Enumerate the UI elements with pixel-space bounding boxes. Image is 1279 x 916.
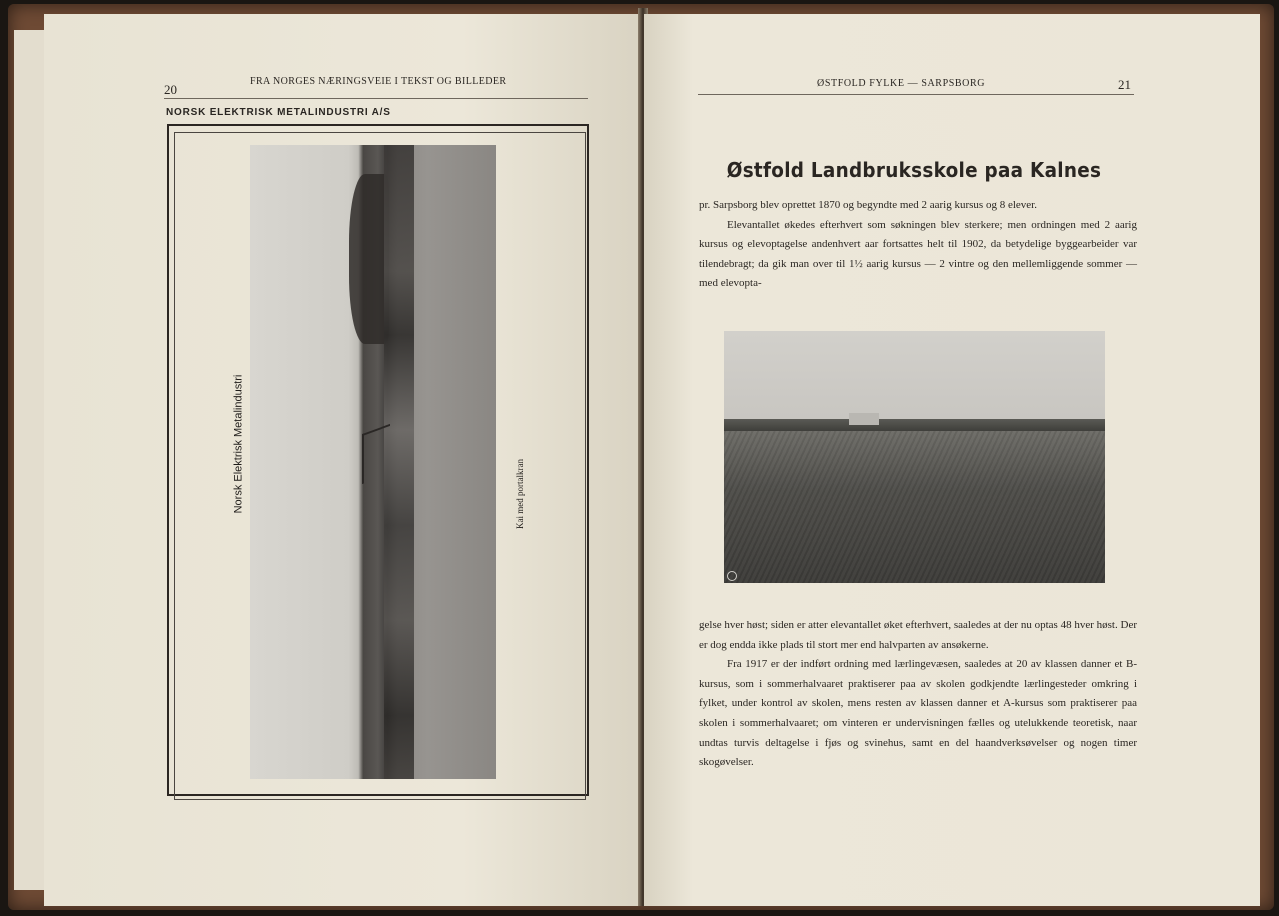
photo-building (849, 413, 879, 425)
portal-crane (362, 424, 390, 484)
right-page (644, 14, 1260, 906)
photo-caption-crane-text: Kai med portalkran (515, 459, 526, 529)
article-heading: Østfold Landbruksskole paa Kalnes (726, 158, 1102, 182)
left-page (44, 14, 642, 906)
company-heading: NORSK ELEKTRISK METALINDUSTRI A/S (166, 107, 391, 118)
header-rule (164, 98, 588, 99)
paragraph: Elevantallet økedes efterhvert som søkningen blev sterkere; men ordningen med 2 aarig kursus og elevoptagelse andenhvert aar fortsattes helt til 1902, da betydelige byggearbeider var tilendebragt; da gik man over til 1½ aarig kursus — 2 vintre og den mellemliggende sommer — med elevopta- (699, 218, 1137, 290)
photo-caption-crane (510, 394, 530, 594)
text-block-bottom (699, 616, 1137, 773)
running-title: ØSTFOLD FYLKE — SARPSBORG (817, 78, 986, 89)
paragraph: Fra 1917 er der indført ordning med lærlingevæsen, saaledes at 20 av klassen danner et B-kursus, som i sommerhalvaaret praktiserer paa av skolen godkjendte lærlingesteder omkring i fylket, under kontrol av skolen, mens resten av klassen danner et A-kursus som praktiserer paa skolen i sommerhalvaaret; om vinteren er undervisningen fælles og utelukkende teoretisk, naar undtas turvis deltagelse i fjøs og svinehus, samt en del haandverksøvelser og nogen timer skogøvelser. (699, 658, 1137, 769)
page-stack-edge (14, 30, 46, 890)
photo-field (724, 431, 1105, 583)
text-block-top (699, 196, 1137, 294)
photo-caption-company-text: Norsk Elektrisk Metalindustri (232, 374, 245, 514)
paragraph: gelse hver høst; siden er atter elevantallet øket efterhvert, saaledes at der nu optas 48 hver høst. Der er dog endda ikke plads til stort mer end halvparten av ansøkerne. (699, 619, 1137, 651)
photographer-mark-icon (727, 571, 737, 581)
running-title: FRA NORGES NÆRINGSVEIE I TEKST OG BILLEDER (250, 76, 507, 87)
page-number: 21 (1118, 77, 1131, 92)
page-number: 20 (164, 82, 177, 97)
school-field-photo (724, 331, 1105, 583)
harbor-photo-trees (349, 174, 389, 344)
header-rule (698, 94, 1134, 95)
paragraph: pr. Sarpsborg blev oprettet 1870 og begyndte med 2 aarig kursus og 8 elever. (699, 199, 1037, 211)
photo-caption-company (226, 314, 250, 574)
